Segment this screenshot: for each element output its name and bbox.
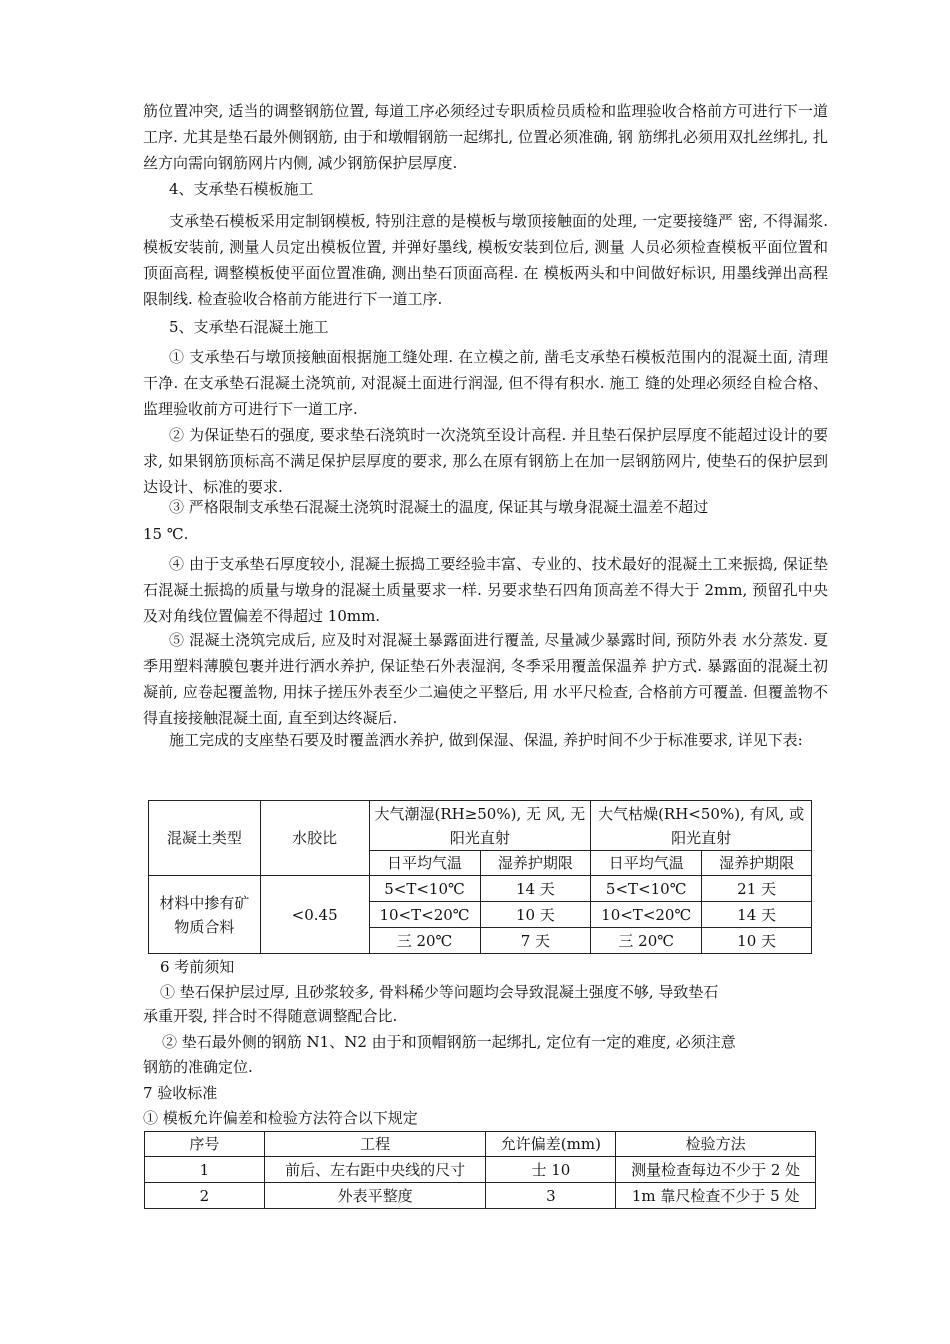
cell-no: 2 xyxy=(145,1183,265,1209)
cell-temp: 三 20℃ xyxy=(591,928,702,954)
cell-concrete-type: 材料中掺有矿物质合料 xyxy=(149,876,261,954)
header-concrete-type: 混凝土类型 xyxy=(149,801,261,876)
heading-acceptance: 7 验收标准 xyxy=(143,1084,218,1102)
curing-table xyxy=(148,800,812,954)
table-row xyxy=(149,876,812,902)
subheader-avg-temp: 日平均气温 xyxy=(369,851,480,876)
cell-no: 1 xyxy=(145,1157,265,1183)
header-dry-condition: 大气枯燥(RH<50%), 有风, 或阳光直射 xyxy=(591,801,812,851)
paragraph-formwork: 支承垫石模板采用定制钢模板, 特别注意的是模板与墩顶接触面的处理, 一定要接缝严 密, 不得漏浆. 模板安装前, 测量人员定出模板位置, 并弹好墨线, 模板安装到位后, 测量 人员必须检查模板平面位置和顶面高程, 调整模板使平面位置准确, 测出垫石顶面高程. 在 模板两头和中间做好标识, 用墨线弹出高程限制线. 检查验收合格前方能进行下一道工序. xyxy=(143,212,828,308)
cell-method: 测量检查每边不少于 2 处 xyxy=(616,1157,816,1183)
cell-water-binder-ratio: <0.45 xyxy=(260,876,369,954)
header-tolerance: 允许偏差(mm) xyxy=(486,1132,616,1157)
subheader-avg-temp: 日平均气温 xyxy=(591,851,702,876)
cell-period: 21 天 xyxy=(702,876,812,902)
note-2-cont: 钢筋的准确定位. xyxy=(143,1058,253,1076)
tolerance-table xyxy=(144,1131,816,1209)
header-no: 序号 xyxy=(145,1132,265,1157)
header-method: 检验方法 xyxy=(616,1132,816,1157)
note-formwork-tolerance: ① 模板允许偏差和检验方法符合以下规定 xyxy=(143,1109,418,1127)
paragraph-vibration: ④ 由于支承垫石厚度较小, 混凝土振捣工要经验丰富、专业的、技术最好的混凝土工来振捣, 保证垫石混凝土振捣的质量与墩身的混凝土质量要求一样. 另要求垫石四角顶高差不得大于 2mm, 预留孔中央及对角线位置偏差不得超过 10mm. xyxy=(143,555,828,625)
paragraph-joint: ① 支承垫石与墩顶接触面根据施工缝处理. 在立模之前, 凿毛支承垫石模板范围内的混凝土面, 清理干净. 在支承垫石混凝土浇筑前, 对混凝土面进行润湿, 但不得有积水. 施工 缝的处理必须经自检合格、监理验收前方可进行下一道工序. xyxy=(143,348,828,418)
note-1-cont: 承重开裂, 拌合时不得随意调整配合比. xyxy=(143,1007,398,1025)
table-header-row xyxy=(145,1132,816,1157)
cell-tolerance: 士 10 xyxy=(486,1157,616,1183)
paragraph-rebar-position: 筋位置冲突, 适当的调整钢筋位置, 每道工序必须经过专职质检员质检和监理验收合格前方可进行下一道工序. 尤其是垫石最外侧钢筋, 由于和墩帽钢筋一起绑扎, 位置必须准确, 钢 筋绑扎必须用双扎丝绑扎, 扎丝方向需向钢筋网片内侧, 减少钢筋保护层厚度. xyxy=(143,102,828,172)
header-humid-condition: 大气潮湿(RH≥50%), 无 风, 无阳光直射 xyxy=(369,801,591,851)
cell-temp: 10<T<20℃ xyxy=(369,902,480,928)
cell-temp: 5<T<10℃ xyxy=(369,876,480,902)
cell-temp: 5<T<10℃ xyxy=(591,876,702,902)
cell-tolerance: 3 xyxy=(486,1183,616,1209)
paragraph-strength: ② 为保证垫石的强度, 要求垫石浇筑时一次浇筑至设计高程. 并且垫石保护层厚度不能超过设计的要求, 如果钢筋顶标高不满足保护层厚度的要求, 那么在原有钢筋上在加一层钢筋网片, 使垫石的保护层到达设计、标准的要求. xyxy=(143,426,828,496)
cell-period: 14 天 xyxy=(702,902,812,928)
note-1: ① 垫石保护层过厚, 且砂浆较多, 骨料稀少等问题均会导致混凝土强度不够, 导致垫石 xyxy=(160,983,719,1001)
header-item: 工程 xyxy=(264,1132,486,1157)
table-row xyxy=(145,1157,816,1183)
heading-precautions: 6 考前须知 xyxy=(160,958,235,976)
cell-temp: 三 20℃ xyxy=(369,928,480,954)
paragraph-covering: ⑤ 混凝土浇筑完成后, 应及时对混凝土暴露面进行覆盖, 尽量减少暴露时间, 预防外表 水分蒸发. 夏季用塑料薄膜包裹并进行洒水养护, 保证垫石外表湿润, 冬季采用覆盖保温养 护方式. 暴露面的混凝土初凝前, 应卷起覆盖物, 用抹子搓压外表至少二遍使之平整后, 用 水平尺检查, 合格前方可覆盖. 但覆盖物不得直接接触混凝土面, 直至到达终凝后. xyxy=(143,631,828,727)
heading-formwork: 4、支承垫石模板施工 xyxy=(169,180,314,198)
subheader-curing-period: 湿养护期限 xyxy=(480,851,591,876)
cell-item: 前后、左右距中央线的尺寸 xyxy=(264,1157,486,1183)
paragraph-temperature: ③ 严格限制支承垫石混凝土浇筑时混凝土的温度, 保证其与墩身混凝土温差不超过 xyxy=(169,498,709,516)
paragraph-curing: 施工完成的支座垫石要及时覆盖洒水养护, 做到保湿、保温, 养护时间不少于标准要求, 详见下表: xyxy=(169,731,803,749)
heading-concrete: 5、支承垫石混凝土施工 xyxy=(169,318,329,336)
cell-method: 1m 靠尺检查不少于 5 处 xyxy=(616,1183,816,1209)
cell-item: 外表平整度 xyxy=(264,1183,486,1209)
cell-period: 10 天 xyxy=(702,928,812,954)
note-2: ② 垫石最外侧的钢筋 N1、N2 由于和顶帽钢筋一起绑扎, 定位有一定的难度, 必须注意 xyxy=(162,1033,736,1051)
paragraph-temperature-cont: 15 ℃. xyxy=(143,525,189,543)
cell-period: 7 天 xyxy=(480,928,591,954)
table-row xyxy=(145,1183,816,1209)
subheader-curing-period: 湿养护期限 xyxy=(702,851,812,876)
cell-temp: 10<T<20℃ xyxy=(591,902,702,928)
cell-period: 14 天 xyxy=(480,876,591,902)
header-water-binder-ratio: 水胶比 xyxy=(260,801,369,876)
cell-period: 10 天 xyxy=(480,902,591,928)
table-header-row xyxy=(149,801,812,851)
